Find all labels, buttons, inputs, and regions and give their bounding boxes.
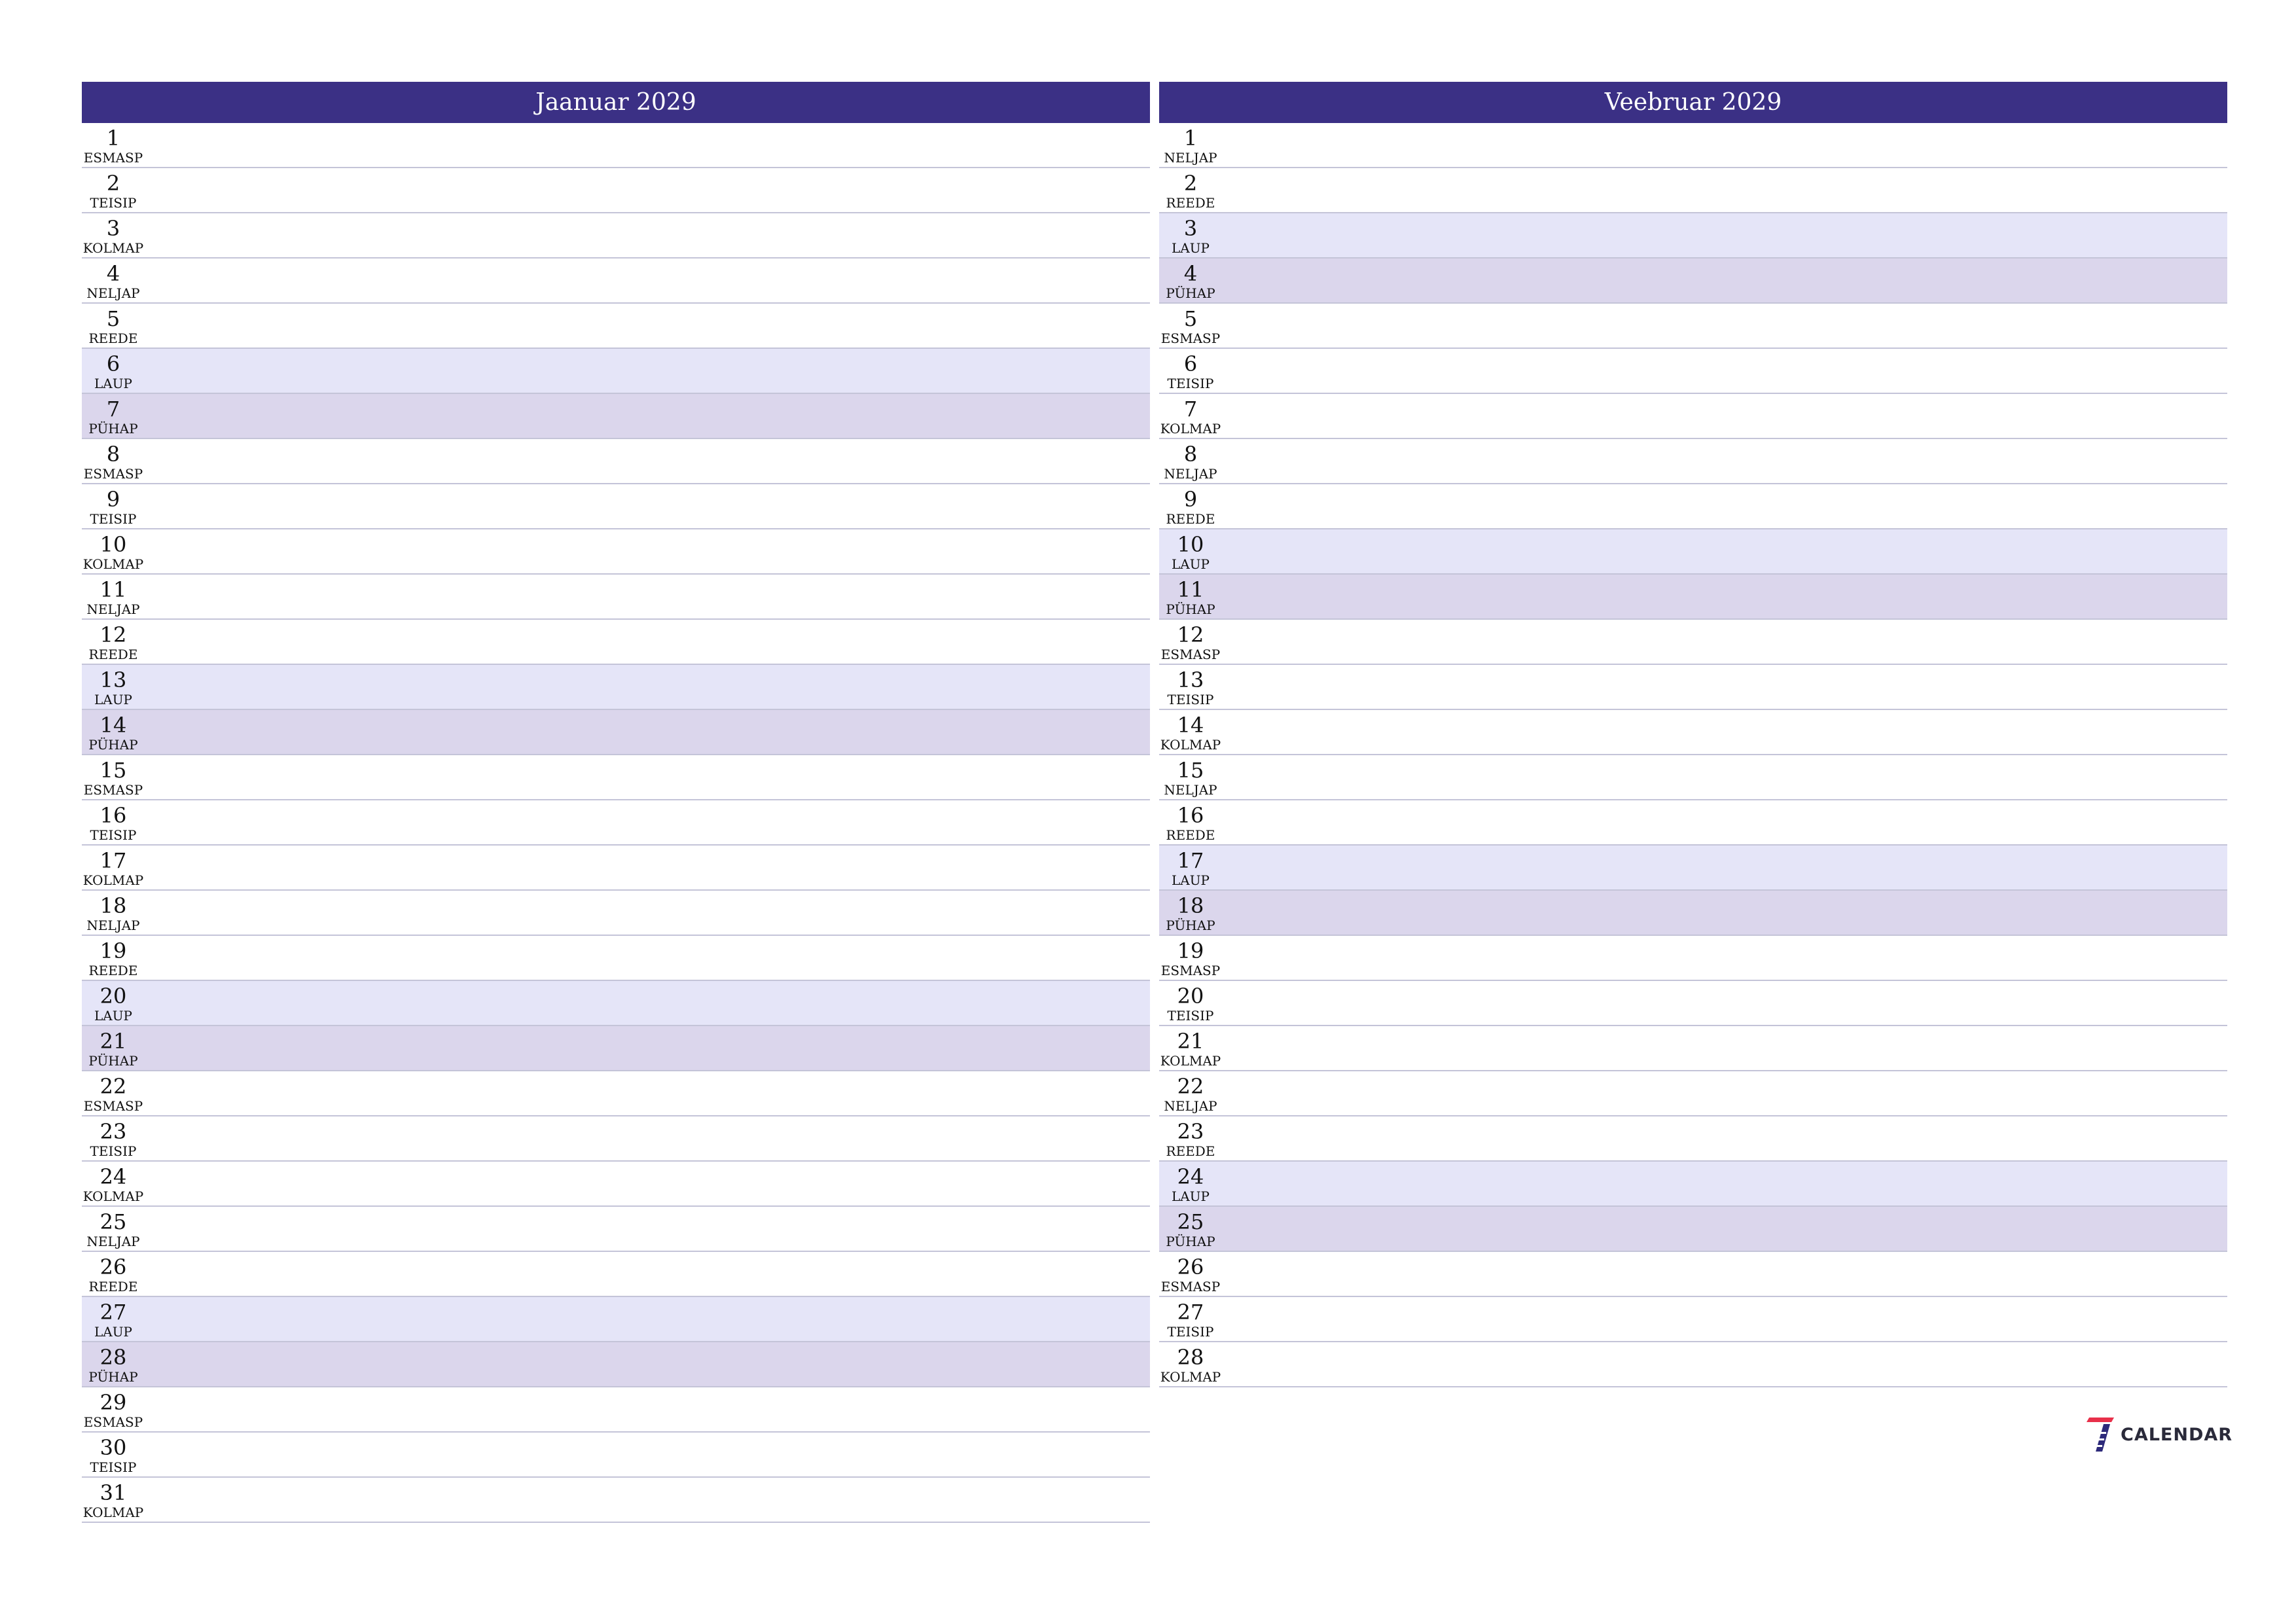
weekday-name: TEISIP [1167, 376, 1214, 391]
day-number: 14 [99, 713, 127, 738]
day-number: 27 [1177, 1300, 1204, 1325]
weekday-name: LAUP [94, 1324, 133, 1340]
day-number: 7 [1183, 397, 1198, 421]
day-number: 31 [99, 1480, 127, 1505]
month-title: Veebruar 2029 [1159, 82, 2227, 123]
day-number: 25 [1177, 1209, 1204, 1234]
day-row[interactable] [82, 529, 1150, 575]
weekday-name: KOLMAP [82, 872, 144, 888]
day-row[interactable] [82, 213, 1150, 259]
day-row[interactable] [1159, 620, 2227, 665]
day-number: 10 [1177, 532, 1204, 557]
day-number: 21 [1177, 1029, 1204, 1054]
weekday-name: ESMASP [83, 1414, 143, 1430]
day-row[interactable] [1159, 1026, 2227, 1071]
day-row[interactable] [1159, 1252, 2227, 1297]
day-row[interactable] [1159, 439, 2227, 484]
day-number: 12 [99, 622, 127, 647]
day-row[interactable] [82, 259, 1150, 304]
weekday-name: REEDE [88, 330, 138, 346]
day-row[interactable] [1159, 755, 2227, 800]
month-title: Jaanuar 2029 [82, 82, 1150, 123]
day-row[interactable] [82, 1116, 1150, 1162]
month-february [1159, 82, 2227, 1387]
day-row[interactable] [1159, 846, 2227, 891]
day-row[interactable] [1159, 349, 2227, 394]
day-row[interactable] [1159, 1297, 2227, 1342]
weekday-name: REEDE [1166, 511, 1215, 527]
day-list [82, 123, 1150, 1523]
day-row[interactable] [82, 1387, 1150, 1433]
weekday-name: TEISIP [90, 1143, 137, 1159]
weekday-name: LAUP [1171, 240, 1210, 256]
weekday-name: TEISIP [90, 195, 137, 211]
weekday-name: TEISIP [1167, 1008, 1214, 1024]
day-number: 22 [1177, 1074, 1204, 1099]
weekday-name: REEDE [88, 647, 138, 662]
day-number: 9 [106, 487, 120, 512]
day-row[interactable] [82, 484, 1150, 529]
day-number: 13 [99, 668, 127, 692]
weekday-name: TEISIP [1167, 1324, 1214, 1340]
weekday-name: PÜHAP [88, 737, 138, 753]
day-row[interactable] [82, 575, 1150, 620]
month-january [82, 82, 1150, 1523]
day-row[interactable] [1159, 123, 2227, 168]
day-number: 5 [106, 306, 120, 331]
weekday-name: ESMASP [1160, 330, 1221, 346]
weekday-name: REEDE [88, 963, 138, 978]
day-row[interactable] [82, 1297, 1150, 1342]
day-row[interactable] [1159, 1071, 2227, 1116]
day-number: 17 [1177, 848, 1204, 873]
day-row[interactable] [82, 304, 1150, 349]
day-row[interactable] [1159, 891, 2227, 936]
weekday-name: LAUP [1171, 872, 1210, 888]
weekday-name: REEDE [1166, 195, 1215, 211]
weekday-name: TEISIP [90, 511, 137, 527]
day-number: 8 [106, 442, 120, 467]
day-number: 11 [99, 577, 127, 602]
day-number: 21 [99, 1029, 127, 1054]
day-row[interactable] [82, 1342, 1150, 1387]
day-row[interactable] [82, 1207, 1150, 1252]
day-number: 1 [106, 126, 120, 151]
day-row[interactable] [82, 710, 1150, 755]
weekday-name: LAUP [94, 1008, 133, 1024]
day-number: 19 [99, 938, 127, 963]
weekday-name: KOLMAP [1160, 1053, 1221, 1069]
day-number: 24 [99, 1164, 127, 1189]
weekday-name: ESMASP [1160, 647, 1221, 662]
day-number: 19 [1177, 938, 1204, 963]
day-row[interactable] [82, 755, 1150, 800]
day-number: 11 [1177, 577, 1204, 602]
day-row[interactable] [1159, 936, 2227, 981]
day-number: 28 [1177, 1345, 1204, 1370]
weekday-name: PÜHAP [88, 1369, 138, 1385]
day-number: 23 [99, 1119, 127, 1144]
day-number: 3 [106, 216, 120, 241]
day-row[interactable] [1159, 484, 2227, 529]
day-number: 10 [99, 532, 127, 557]
day-row[interactable] [82, 846, 1150, 891]
day-number: 2 [1183, 171, 1198, 196]
day-row[interactable] [1159, 1207, 2227, 1252]
weekday-name: ESMASP [1160, 963, 1221, 978]
weekday-name: TEISIP [90, 827, 137, 843]
day-number: 12 [1177, 622, 1204, 647]
weekday-name: ESMASP [83, 466, 143, 482]
weekday-name: NELJAP [86, 601, 140, 617]
weekday-name: KOLMAP [82, 556, 144, 572]
weekday-name: KOLMAP [1160, 1369, 1221, 1385]
weekday-name: PÜHAP [1166, 918, 1215, 933]
day-row[interactable] [1159, 304, 2227, 349]
day-row[interactable] [82, 1162, 1150, 1207]
day-number: 28 [99, 1345, 127, 1370]
day-number: 9 [1183, 487, 1198, 512]
day-number: 5 [1183, 306, 1198, 331]
day-row[interactable] [82, 1433, 1150, 1478]
weekday-name: PÜHAP [1166, 1234, 1215, 1249]
day-row[interactable] [1159, 529, 2227, 575]
weekday-name: KOLMAP [1160, 421, 1221, 437]
weekday-name: NELJAP [1164, 782, 1217, 798]
day-number: 4 [106, 261, 120, 286]
day-row[interactable] [82, 168, 1150, 213]
day-number: 17 [99, 848, 127, 873]
day-number: 26 [1177, 1255, 1204, 1279]
weekday-name: PÜHAP [1166, 601, 1215, 617]
day-number: 16 [99, 803, 127, 828]
day-number: 30 [99, 1435, 127, 1460]
weekday-name: PÜHAP [88, 1053, 138, 1069]
day-row[interactable] [82, 123, 1150, 168]
weekday-name: NELJAP [86, 1234, 140, 1249]
day-number: 8 [1183, 442, 1198, 467]
weekday-name: PÜHAP [1166, 285, 1215, 301]
day-number: 22 [99, 1074, 127, 1099]
weekday-name: TEISIP [90, 1459, 137, 1475]
day-row[interactable] [1159, 168, 2227, 213]
day-row[interactable] [82, 1071, 1150, 1116]
day-list [1159, 123, 2227, 1387]
day-row[interactable] [1159, 981, 2227, 1026]
day-number: 26 [99, 1255, 127, 1279]
day-row[interactable] [82, 891, 1150, 936]
weekday-name: NELJAP [1164, 466, 1217, 482]
day-number: 20 [99, 984, 127, 1008]
day-row[interactable] [82, 439, 1150, 484]
day-number: 29 [99, 1390, 127, 1415]
day-number: 1 [1183, 126, 1198, 151]
day-row[interactable] [82, 1252, 1150, 1297]
weekday-name: PÜHAP [88, 421, 138, 437]
day-row[interactable] [1159, 1162, 2227, 1207]
weekday-name: NELJAP [86, 918, 140, 933]
day-number: 14 [1177, 713, 1204, 738]
day-number: 2 [106, 171, 120, 196]
weekday-name: LAUP [94, 376, 133, 391]
weekday-name: ESMASP [83, 782, 143, 798]
day-number: 16 [1177, 803, 1204, 828]
weekday-name: ESMASP [1160, 1279, 1221, 1294]
day-row[interactable] [1159, 213, 2227, 259]
weekday-name: KOLMAP [82, 1505, 144, 1520]
day-number: 24 [1177, 1164, 1204, 1189]
day-row[interactable] [82, 665, 1150, 710]
weekday-name: REEDE [1166, 827, 1215, 843]
day-number: 13 [1177, 668, 1204, 692]
day-row[interactable] [82, 1026, 1150, 1071]
weekday-name: KOLMAP [82, 240, 144, 256]
day-number: 7 [106, 397, 120, 421]
day-row[interactable] [1159, 710, 2227, 755]
day-number: 4 [1183, 261, 1198, 286]
weekday-name: REEDE [88, 1279, 138, 1294]
weekday-name: NELJAP [1164, 1098, 1217, 1114]
day-number: 27 [99, 1300, 127, 1325]
weekday-name: LAUP [94, 692, 133, 707]
weekday-name: KOLMAP [1160, 737, 1221, 753]
day-row[interactable] [82, 620, 1150, 665]
day-number: 25 [99, 1209, 127, 1234]
seven-logo-icon [2085, 1416, 2115, 1453]
day-row[interactable] [1159, 1342, 2227, 1387]
logo-text: CALENDAR [2121, 1424, 2233, 1445]
day-number: 15 [1177, 758, 1204, 783]
day-number: 23 [1177, 1119, 1204, 1144]
weekday-name: KOLMAP [82, 1188, 144, 1204]
day-row[interactable] [1159, 665, 2227, 710]
day-row[interactable] [82, 936, 1150, 981]
day-row[interactable] [1159, 394, 2227, 439]
day-number: 3 [1183, 216, 1198, 241]
weekday-name: ESMASP [83, 150, 143, 166]
day-row[interactable] [82, 981, 1150, 1026]
weekday-name: TEISIP [1167, 692, 1214, 707]
day-number: 6 [1183, 351, 1198, 376]
day-row[interactable] [82, 1478, 1150, 1523]
weekday-name: LAUP [1171, 556, 1210, 572]
weekday-name: NELJAP [86, 285, 140, 301]
day-row[interactable] [1159, 259, 2227, 304]
day-number: 6 [106, 351, 120, 376]
brand-logo[interactable] [2085, 1416, 2233, 1453]
weekday-name: NELJAP [1164, 150, 1217, 166]
day-row[interactable] [82, 349, 1150, 394]
day-number: 20 [1177, 984, 1204, 1008]
day-number: 15 [99, 758, 127, 783]
day-row[interactable] [82, 394, 1150, 439]
day-row[interactable] [1159, 800, 2227, 846]
day-number: 18 [99, 893, 127, 918]
day-row[interactable] [82, 800, 1150, 846]
weekday-name: ESMASP [83, 1098, 143, 1114]
weekday-name: LAUP [1171, 1188, 1210, 1204]
day-row[interactable] [1159, 575, 2227, 620]
day-row[interactable] [1159, 1116, 2227, 1162]
weekday-name: REEDE [1166, 1143, 1215, 1159]
day-number: 18 [1177, 893, 1204, 918]
